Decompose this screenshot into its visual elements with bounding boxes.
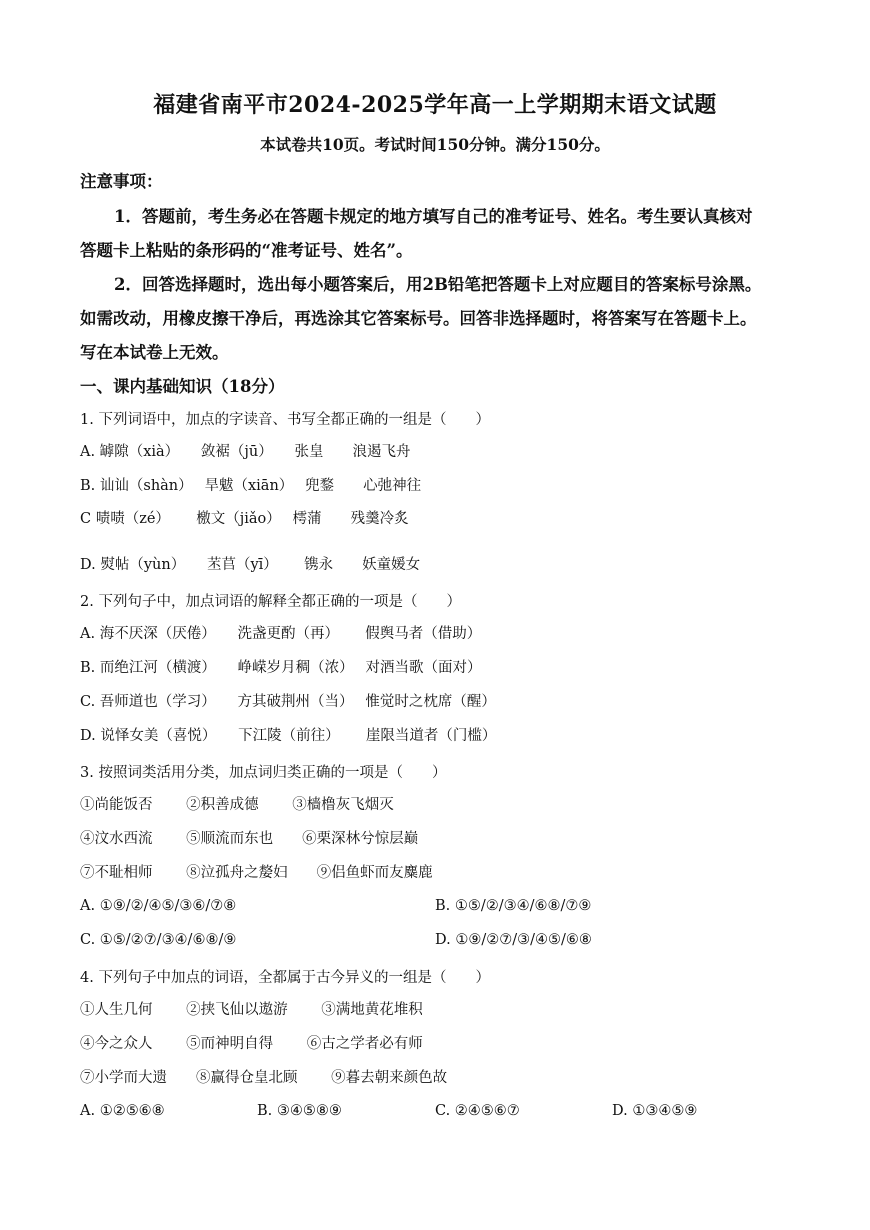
question-3-items-row-2: ④汶水西流 ⑤顺流而东也 ⑥栗深林兮惊层巅 [80, 831, 419, 847]
question-2-option-b: B. 而绝江河（横渡） 峥嵘岁月稠（浓） 对酒当歌（面对） [80, 660, 482, 676]
question-2-stem: 2. 下列句子中，加点词语的解释全都正确的一项是（ ） [80, 594, 461, 610]
question-3-option-b: B. ①⑤/②/③④/⑥⑧/⑦⑨ [435, 898, 592, 914]
page-title: 福建省南平市2024-2025学年高一上学期期末语文试题 [153, 92, 717, 118]
question-3-option-c: C. ①⑤/②⑦/③④/⑥⑧/⑨ [80, 932, 237, 948]
question-3-stem: 3. 按照词类活用分类，加点词归类正确的一项是（ ） [80, 765, 447, 781]
question-4-option-d: D. ①③④⑤⑨ [612, 1103, 698, 1119]
note-1-line-2: 答题卡上粘贴的条形码的“准考证号、姓名”。 [80, 241, 413, 260]
question-4-option-b: B. ③④⑤⑧⑨ [257, 1103, 342, 1119]
question-3-items-row-1: ①尚能饭否 ②积善成德 ③樯橹灰飞烟灭 [80, 797, 394, 813]
question-1-option-b: B. 讪讪（shàn） 旱魃（xiān） 兜鍪 心弛神往 [80, 478, 422, 494]
question-2-option-d: D. 说怿女美（喜悦） 下江陵（前往） 崖限当道者（门槛） [80, 728, 497, 744]
note-1-line-1: 1．答题前，考生务必在答题卡规定的地方填写自己的准考证号、姓名。考生要认真核对 [114, 207, 753, 226]
note-2-line-2: 如需改动，用橡皮擦干净后，再选涂其它答案标号。回答非选择题时，将答案写在答题卡上。 [80, 309, 757, 328]
question-3-items-row-3: ⑦不耻相师 ⑧泣孤舟之嫠妇 ⑨侣鱼虾而友麋鹿 [80, 865, 433, 881]
question-3-option-d: D. ①⑨/②⑦/③/④⑤/⑥⑧ [435, 932, 592, 948]
section-1-heading: 一、课内基础知识（18分） [80, 377, 285, 396]
question-4-stem: 4. 下列句子中加点的词语，全都属于古今异义的一组是（ ） [80, 970, 490, 986]
question-1-stem: 1. 下列词语中，加点的字读音、书写全都正确的一组是（ ） [80, 412, 490, 428]
question-1-option-a: A. 罅隙（xià） 敛裾（jū） 张皇 浪遏飞舟 [80, 444, 411, 460]
question-1-option-c: C 啧啧（zé） 檄文（jiǎo） 樗蒲 残羹冷炙 [80, 511, 409, 527]
question-4-option-a: A. ①②⑤⑥⑧ [80, 1103, 165, 1119]
question-4-items-row-2: ④今之众人 ⑤而神明自得 ⑥古之学者必有师 [80, 1036, 423, 1052]
note-2-line-1: 2．回答选择题时，选出每小题答案后，用2B铅笔把答题卡上对应题目的答案标号涂黑。 [114, 275, 762, 294]
question-4-items-row-3: ⑦小学而大遗 ⑧赢得仓皇北顾 ⑨暮去朝来颜色故 [80, 1070, 448, 1086]
question-1-option-d: D. 熨帖（yùn） 苤苢（yī） 镌永 妖童媛女 [80, 557, 421, 573]
question-2-option-a: A. 海不厌深（厌倦） 洗盏更酌（再） 假舆马者（借助） [80, 626, 482, 642]
exam-info: 本试卷共10页。考试时间150分钟。满分150分。 [260, 135, 610, 154]
question-2-option-c: C. 吾师道也（学习） 方其破荆州（当） 惟觉时之枕席（醒） [80, 694, 496, 710]
note-2-line-3: 写在本试卷上无效。 [80, 343, 229, 362]
question-4-option-c: C. ②④⑤⑥⑦ [435, 1103, 520, 1119]
notes-heading: 注意事项： [80, 172, 163, 191]
question-3-option-a: A. ①⑨/②/④⑤/③⑥/⑦⑧ [80, 898, 237, 914]
question-4-items-row-1: ①人生几何 ②挟飞仙以遨游 ③满地黄花堆积 [80, 1002, 423, 1018]
